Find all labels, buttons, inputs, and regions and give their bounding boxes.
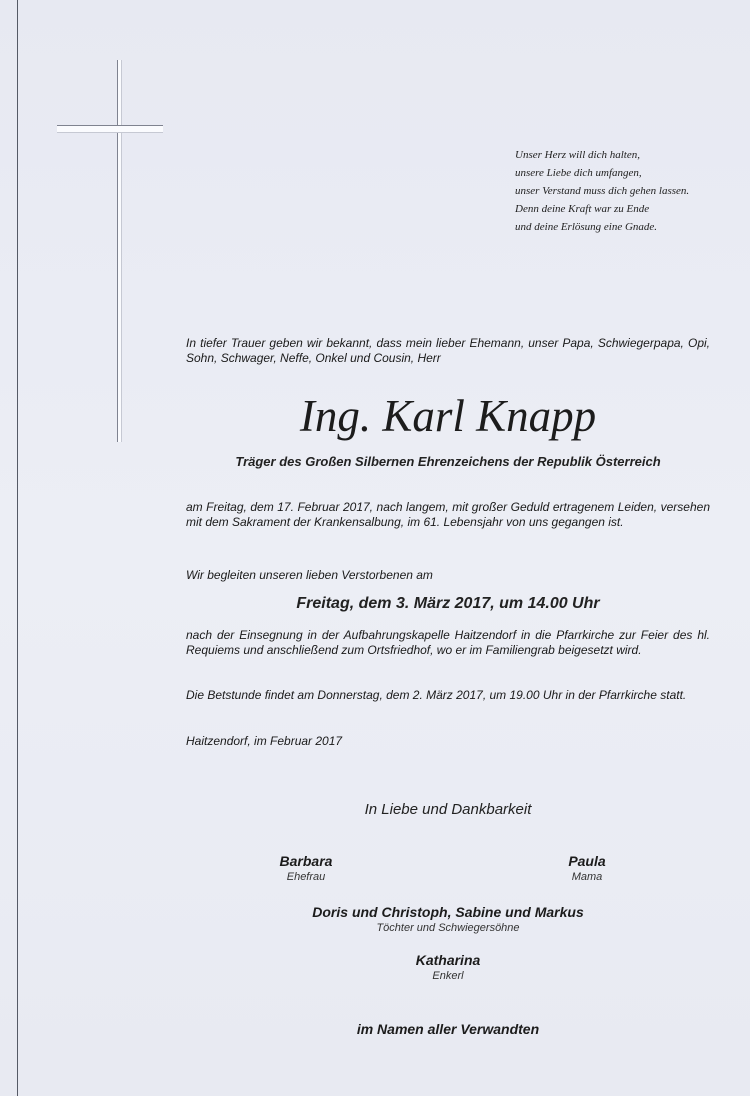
honor-title: Träger des Großen Silbernen Ehrenzeichens der Republik Österreich [235,454,661,469]
mourner-relation: Töchter und Schwiegersöhne [376,922,520,934]
mourner-children [186,903,710,935]
verse-line: unser Verstand muss dich gehen lassen. [515,185,690,197]
page-edge-rule [17,0,18,1096]
mourner-mother [537,852,637,884]
mourner-name: Paula [568,853,606,869]
burial-details: nach der Einsegnung in der Aufbahrungskapelle Haitzendorf in die Pfarrkirche zur Feier des hl. Requiems und anschließend zum Ortsfriedhof, wo er im Familiengrab beigesetzt wird. [186,628,710,657]
funeral-date: Freitag, dem 3. März 2017, um 14.00 Uhr [296,595,600,612]
verse-line: unsere Liebe dich umfangen, [515,167,642,179]
closing-phrase: In Liebe und Dankbarkeit [364,801,532,818]
intro-text: In tiefer Trauer geben wir bekannt, dass mein lieber Ehemann, unser Papa, Schwiegerpapa, Opi, Sohn, Schwager, Neffe, Onkel und Cousin, Herr [186,336,710,365]
verse-line: Unser Herz will dich halten, [515,149,640,161]
mourner-name: Katharina [415,952,481,968]
accompany-text: Wir begleiten unseren lieben Verstorbenen am [186,568,433,582]
cross-vertical-beam [117,60,122,442]
mourner-grandchild [186,951,710,983]
death-notice: am Freitag, dem 17. Februar 2017, nach langem, mit großer Geduld ertragenem Leiden, versehen mit dem Sakrament der Krankensalbung, im 61. Lebensjahr von uns gegangen ist. [186,500,710,529]
mourner-relation: Ehefrau [286,871,326,883]
cross-horizontal-beam [57,125,163,133]
mourner-name: Doris und Christoph, Sabine und Markus [312,904,584,920]
signoff: im Namen aller Verwandten [356,1021,540,1037]
deceased-name: Ing. Karl Knapp [299,391,597,441]
mourner-name: Barbara [279,853,333,869]
mourner-relation: Mama [571,871,603,883]
verse-line: und deine Erlösung eine Gnade. [515,221,658,233]
mourner-relation: Enkerl [432,970,464,982]
prayer-hour-notice: Die Betstunde findet am Donnerstag, dem 2. März 2017, um 19.00 Uhr in der Pfarrkirche statt. [186,688,687,702]
verse [515,146,730,236]
mourner-wife [256,852,356,884]
place-and-date: Haitzendorf, im Februar 2017 [186,734,343,748]
verse-line: Denn deine Kraft war zu Ende [515,203,650,215]
